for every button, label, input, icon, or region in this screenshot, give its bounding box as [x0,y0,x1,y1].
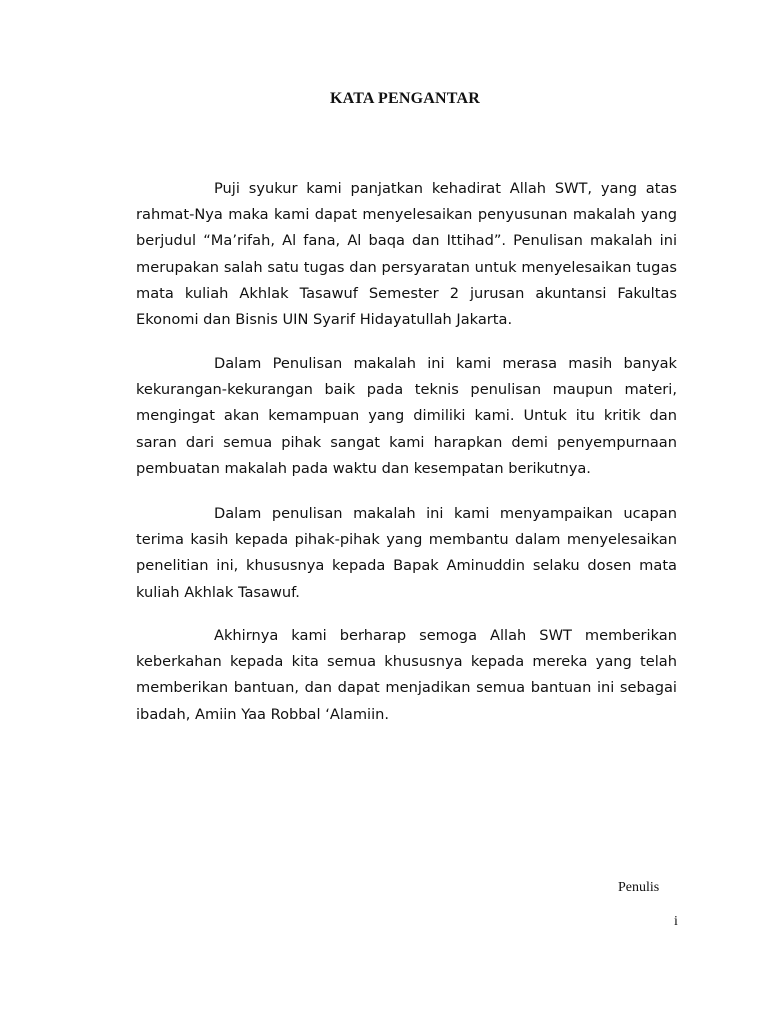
page-title: KATA PENGANTAR [330,90,480,107]
paragraph-text: Akhirnya kami berharap semoga Allah SWT memberikan keberkahan kepada kita semua khususnya kepada mereka yang telah memberikan bantuan, dan dapat menjadikan semua bantuan ini sebagai ibadah, Amiin Yaa Robbal ‘Alamiin. [136,627,677,723]
paragraph-text: Puji syukur kami panjatkan kehadirat Allah SWT, yang atas rahmat-Nya maka kami dapat menyelesaikan penyusunan makalah yang berjudul “Ma’rifah, Al fana, Al baqa dan Ittihad”. Penulisan makalah ini merupakan salah satu tugas dan persyaratan untuk menyelesaikan tugas mata kuliah Akhlak Tasawuf Semester 2 jurusan akuntansi Fakultas Ekonomi dan Bisnis UIN Syarif Hidayatullah Jakarta. [136,180,677,329]
page-number: i [674,914,678,929]
author-signature: Penulis [618,880,660,895]
paragraph-text: Dalam Penulisan makalah ini kami merasa masih banyak kekurangan-kekurangan baik pada teknis penulisan maupun materi, mengingat akan kemampuan yang dimiliki kami. Untuk itu kritik dan saran dari semua pihak sangat kami harapkan demi penyempurnaan pembuatan makalah pada waktu dan kesempatan berikutnya. [136,355,677,477]
paragraph-4 [136,623,677,728]
paragraph-1 [136,176,677,333]
paragraph-text: Dalam penulisan makalah ini kami menyampaikan ucapan terima kasih kepada pihak-pihak yang membantu dalam menyelesaikan penelitian ini, khususnya kepada Bapak Aminuddin selaku dosen mata kuliah Akhlak Tasawuf. [136,505,677,601]
paragraph-2 [136,351,677,482]
paragraph-3 [136,501,677,606]
